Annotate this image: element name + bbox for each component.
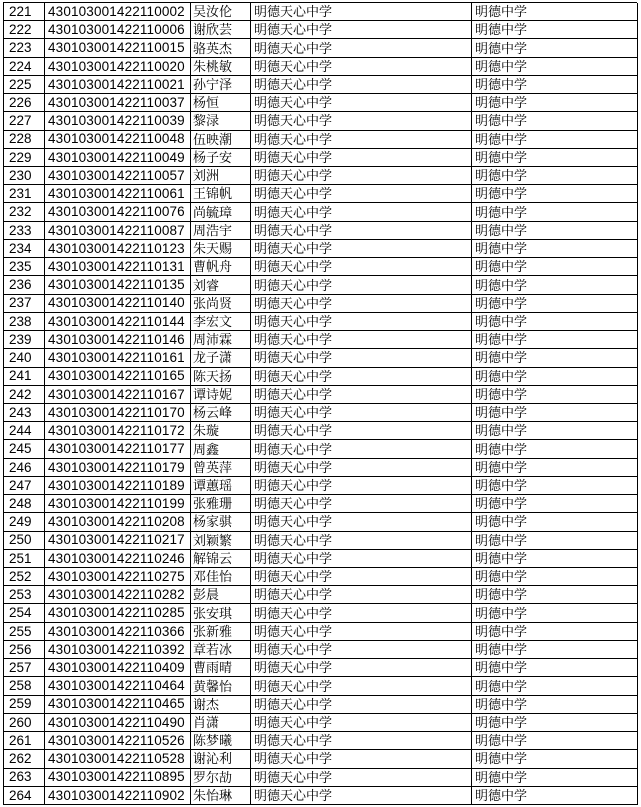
table-row	[4, 568, 638, 586]
school-name: 明德天心中学	[251, 386, 472, 404]
table-row	[4, 659, 638, 677]
student-name: 周沛霖	[191, 331, 251, 349]
school-name: 明德天心中学	[251, 331, 472, 349]
row-index: 239	[4, 331, 45, 349]
row-index: 231	[4, 185, 45, 203]
destination-school: 明德中学	[472, 21, 638, 39]
row-index: 260	[4, 714, 45, 732]
student-name: 尚毓璋	[191, 203, 251, 221]
student-name: 谢杰	[191, 696, 251, 714]
row-index: 254	[4, 604, 45, 622]
table-row	[4, 76, 638, 94]
row-index: 240	[4, 349, 45, 367]
student-id: 430103001422110366	[45, 623, 191, 641]
school-name: 明德天心中学	[251, 58, 472, 76]
school-name: 明德天心中学	[251, 112, 472, 130]
table-row	[4, 440, 638, 458]
student-name: 谭诗妮	[191, 386, 251, 404]
destination-school: 明德中学	[472, 422, 638, 440]
row-index: 242	[4, 386, 45, 404]
school-name: 明德天心中学	[251, 732, 472, 750]
row-index: 264	[4, 787, 45, 805]
school-name: 明德天心中学	[251, 185, 472, 203]
destination-school: 明德中学	[472, 313, 638, 331]
student-name: 周鑫	[191, 440, 251, 458]
destination-school: 明德中学	[472, 677, 638, 695]
row-index: 257	[4, 659, 45, 677]
student-id: 430103001422110140	[45, 295, 191, 313]
student-name: 黎渌	[191, 112, 251, 130]
row-index: 233	[4, 222, 45, 240]
destination-school: 明德中学	[472, 58, 638, 76]
student-id: 430103001422110135	[45, 276, 191, 294]
school-name: 明德天心中学	[251, 222, 472, 240]
school-name: 明德天心中学	[251, 604, 472, 622]
destination-school: 明德中学	[472, 459, 638, 477]
table-row	[4, 368, 638, 386]
table-row	[4, 94, 638, 112]
school-name: 明德天心中学	[251, 167, 472, 185]
student-id: 430103001422110246	[45, 550, 191, 568]
destination-school: 明德中学	[472, 659, 638, 677]
row-index: 223	[4, 39, 45, 57]
row-index: 261	[4, 732, 45, 750]
student-id: 430103001422110282	[45, 586, 191, 604]
table-row	[4, 58, 638, 76]
student-id: 430103001422110123	[45, 240, 191, 258]
student-id: 430103001422110409	[45, 659, 191, 677]
destination-school: 明德中学	[472, 167, 638, 185]
student-name: 杨子安	[191, 149, 251, 167]
destination-school: 明德中学	[472, 568, 638, 586]
student-name: 张尚贤	[191, 295, 251, 313]
student-name: 陈梦曦	[191, 732, 251, 750]
student-name: 伍映潮	[191, 131, 251, 149]
destination-school: 明德中学	[472, 696, 638, 714]
student-id: 430103001422110165	[45, 368, 191, 386]
student-name: 谭蕙瑶	[191, 477, 251, 495]
school-name: 明德天心中学	[251, 404, 472, 422]
school-name: 明德天心中学	[251, 149, 472, 167]
row-index: 234	[4, 240, 45, 258]
row-index: 230	[4, 167, 45, 185]
school-name: 明德天心中学	[251, 568, 472, 586]
table-row	[4, 586, 638, 604]
student-name: 解锦云	[191, 550, 251, 568]
table-row	[4, 185, 638, 203]
school-name: 明德天心中学	[251, 76, 472, 94]
school-name: 明德天心中学	[251, 295, 472, 313]
student-id: 430103001422110208	[45, 513, 191, 531]
destination-school: 明德中学	[472, 258, 638, 276]
destination-school: 明德中学	[472, 149, 638, 167]
student-id: 430103001422110526	[45, 732, 191, 750]
table-row	[4, 623, 638, 641]
destination-school: 明德中学	[472, 131, 638, 149]
row-index: 222	[4, 21, 45, 39]
student-id: 430103001422110170	[45, 404, 191, 422]
student-name: 张安琪	[191, 604, 251, 622]
destination-school: 明德中学	[472, 495, 638, 513]
table-row	[4, 404, 638, 422]
destination-school: 明德中学	[472, 769, 638, 787]
school-name: 明德天心中学	[251, 769, 472, 787]
school-name: 明德天心中学	[251, 21, 472, 39]
destination-school: 明德中学	[472, 368, 638, 386]
student-name: 曹帆舟	[191, 258, 251, 276]
destination-school: 明德中学	[472, 586, 638, 604]
school-name: 明德天心中学	[251, 513, 472, 531]
student-name: 张新雅	[191, 623, 251, 641]
school-name: 明德天心中学	[251, 714, 472, 732]
row-index: 238	[4, 313, 45, 331]
student-id: 430103001422110464	[45, 677, 191, 695]
student-name: 章若冰	[191, 641, 251, 659]
student-id: 430103001422110015	[45, 39, 191, 57]
table-row	[4, 149, 638, 167]
student-id: 430103001422110167	[45, 386, 191, 404]
table-row	[4, 604, 638, 622]
row-index: 253	[4, 586, 45, 604]
table-row	[4, 696, 638, 714]
student-id: 430103001422110006	[45, 21, 191, 39]
school-name: 明德天心中学	[251, 276, 472, 294]
school-name: 明德天心中学	[251, 349, 472, 367]
table-row	[4, 21, 638, 39]
student-name: 张雅珊	[191, 495, 251, 513]
table-row	[4, 203, 638, 221]
student-id: 430103001422110002	[45, 3, 191, 21]
student-id: 430103001422110049	[45, 149, 191, 167]
student-id: 430103001422110131	[45, 258, 191, 276]
school-name: 明德天心中学	[251, 313, 472, 331]
row-index: 252	[4, 568, 45, 586]
table-row	[4, 39, 638, 57]
row-index: 232	[4, 203, 45, 221]
row-index: 245	[4, 440, 45, 458]
destination-school: 明德中学	[472, 240, 638, 258]
student-id: 430103001422110895	[45, 769, 191, 787]
table-row	[4, 295, 638, 313]
row-index: 244	[4, 422, 45, 440]
table-row	[4, 459, 638, 477]
table-row	[4, 313, 638, 331]
table-row	[4, 532, 638, 550]
student-id: 430103001422110528	[45, 750, 191, 768]
destination-school: 明德中学	[472, 513, 638, 531]
row-index: 226	[4, 94, 45, 112]
student-id: 430103001422110189	[45, 477, 191, 495]
row-index: 225	[4, 76, 45, 94]
school-name: 明德天心中学	[251, 422, 472, 440]
table-row	[4, 131, 638, 149]
student-id: 430103001422110039	[45, 112, 191, 130]
school-name: 明德天心中学	[251, 477, 472, 495]
table-row	[4, 422, 638, 440]
student-name: 杨家骐	[191, 513, 251, 531]
student-name: 曾英萍	[191, 459, 251, 477]
row-index: 241	[4, 368, 45, 386]
table-row	[4, 477, 638, 495]
school-name: 明德天心中学	[251, 368, 472, 386]
row-index: 259	[4, 696, 45, 714]
student-name: 刘颖繁	[191, 532, 251, 550]
student-name: 彭晨	[191, 586, 251, 604]
table-row	[4, 732, 638, 750]
student-id: 430103001422110179	[45, 459, 191, 477]
table-row	[4, 386, 638, 404]
school-name: 明德天心中学	[251, 3, 472, 21]
student-roster-table	[3, 2, 637, 805]
destination-school: 明德中学	[472, 604, 638, 622]
student-name: 周浩宇	[191, 222, 251, 240]
school-name: 明德天心中学	[251, 677, 472, 695]
student-id: 430103001422110087	[45, 222, 191, 240]
student-id: 430103001422110902	[45, 787, 191, 805]
school-name: 明德天心中学	[251, 586, 472, 604]
row-index: 263	[4, 769, 45, 787]
destination-school: 明德中学	[472, 404, 638, 422]
row-index: 224	[4, 58, 45, 76]
row-index: 247	[4, 477, 45, 495]
row-index: 258	[4, 677, 45, 695]
destination-school: 明德中学	[472, 532, 638, 550]
table-row	[4, 641, 638, 659]
student-name: 杨恒	[191, 94, 251, 112]
school-name: 明德天心中学	[251, 459, 472, 477]
table-row	[4, 513, 638, 531]
school-name: 明德天心中学	[251, 696, 472, 714]
destination-school: 明德中学	[472, 750, 638, 768]
student-name: 李宏文	[191, 313, 251, 331]
student-id: 430103001422110490	[45, 714, 191, 732]
table-row	[4, 349, 638, 367]
destination-school: 明德中学	[472, 641, 638, 659]
student-name: 朱璇	[191, 422, 251, 440]
row-index: 243	[4, 404, 45, 422]
table-row	[4, 677, 638, 695]
row-index: 237	[4, 295, 45, 313]
destination-school: 明德中学	[472, 3, 638, 21]
table-row	[4, 714, 638, 732]
destination-school: 明德中学	[472, 623, 638, 641]
table-row	[4, 750, 638, 768]
destination-school: 明德中学	[472, 331, 638, 349]
table-row	[4, 495, 638, 513]
destination-school: 明德中学	[472, 477, 638, 495]
student-id: 430103001422110144	[45, 313, 191, 331]
school-name: 明德天心中学	[251, 94, 472, 112]
student-id: 430103001422110217	[45, 532, 191, 550]
student-name: 陈天扬	[191, 368, 251, 386]
table-row	[4, 222, 638, 240]
student-name: 罗尔劼	[191, 769, 251, 787]
student-name: 吴汝伦	[191, 3, 251, 21]
student-id: 430103001422110037	[45, 94, 191, 112]
student-name: 刘洲	[191, 167, 251, 185]
school-name: 明德天心中学	[251, 623, 472, 641]
destination-school: 明德中学	[472, 349, 638, 367]
student-name: 谢欣芸	[191, 21, 251, 39]
student-id: 430103001422110021	[45, 76, 191, 94]
table-row	[4, 787, 638, 805]
row-index: 236	[4, 276, 45, 294]
school-name: 明德天心中学	[251, 203, 472, 221]
student-id: 430103001422110057	[45, 167, 191, 185]
student-id: 430103001422110076	[45, 203, 191, 221]
table-row	[4, 240, 638, 258]
destination-school: 明德中学	[472, 714, 638, 732]
student-name: 朱怡琳	[191, 787, 251, 805]
student-id: 430103001422110048	[45, 131, 191, 149]
student-name: 骆英杰	[191, 39, 251, 57]
destination-school: 明德中学	[472, 295, 638, 313]
row-index: 228	[4, 131, 45, 149]
school-name: 明德天心中学	[251, 787, 472, 805]
table-row	[4, 276, 638, 294]
student-name: 谢沁利	[191, 750, 251, 768]
destination-school: 明德中学	[472, 185, 638, 203]
row-index: 255	[4, 623, 45, 641]
table-row	[4, 331, 638, 349]
student-id: 430103001422110177	[45, 440, 191, 458]
destination-school: 明德中学	[472, 94, 638, 112]
student-name: 刘睿	[191, 276, 251, 294]
student-name: 王锦帆	[191, 185, 251, 203]
destination-school: 明德中学	[472, 386, 638, 404]
destination-school: 明德中学	[472, 112, 638, 130]
student-id: 430103001422110275	[45, 568, 191, 586]
school-name: 明德天心中学	[251, 750, 472, 768]
student-id: 430103001422110285	[45, 604, 191, 622]
student-name: 曹雨晴	[191, 659, 251, 677]
student-name: 龙子潇	[191, 349, 251, 367]
student-id: 430103001422110020	[45, 58, 191, 76]
row-index: 227	[4, 112, 45, 130]
table-row	[4, 550, 638, 568]
student-name: 肖潇	[191, 714, 251, 732]
school-name: 明德天心中学	[251, 641, 472, 659]
row-index: 249	[4, 513, 45, 531]
student-id: 430103001422110199	[45, 495, 191, 513]
destination-school: 明德中学	[472, 39, 638, 57]
row-index: 251	[4, 550, 45, 568]
student-id: 430103001422110465	[45, 696, 191, 714]
row-index: 235	[4, 258, 45, 276]
school-name: 明德天心中学	[251, 550, 472, 568]
table-row	[4, 112, 638, 130]
student-name: 朱桃敏	[191, 58, 251, 76]
row-index: 250	[4, 532, 45, 550]
table-row	[4, 769, 638, 787]
row-index: 229	[4, 149, 45, 167]
student-id: 430103001422110061	[45, 185, 191, 203]
school-name: 明德天心中学	[251, 131, 472, 149]
school-name: 明德天心中学	[251, 258, 472, 276]
destination-school: 明德中学	[472, 732, 638, 750]
school-name: 明德天心中学	[251, 240, 472, 258]
school-name: 明德天心中学	[251, 532, 472, 550]
table-row	[4, 3, 638, 21]
destination-school: 明德中学	[472, 550, 638, 568]
row-index: 262	[4, 750, 45, 768]
school-name: 明德天心中学	[251, 39, 472, 57]
student-name: 杨云峰	[191, 404, 251, 422]
destination-school: 明德中学	[472, 276, 638, 294]
table-row	[4, 167, 638, 185]
table-row	[4, 258, 638, 276]
destination-school: 明德中学	[472, 203, 638, 221]
school-name: 明德天心中学	[251, 659, 472, 677]
row-index: 221	[4, 3, 45, 21]
student-id: 430103001422110146	[45, 331, 191, 349]
row-index: 248	[4, 495, 45, 513]
destination-school: 明德中学	[472, 787, 638, 805]
student-id: 430103001422110172	[45, 422, 191, 440]
student-id: 430103001422110392	[45, 641, 191, 659]
student-name: 朱天赐	[191, 240, 251, 258]
school-name: 明德天心中学	[251, 495, 472, 513]
student-name: 孙宁泽	[191, 76, 251, 94]
student-name: 黄馨怡	[191, 677, 251, 695]
row-index: 256	[4, 641, 45, 659]
destination-school: 明德中学	[472, 440, 638, 458]
school-name: 明德天心中学	[251, 440, 472, 458]
destination-school: 明德中学	[472, 76, 638, 94]
student-name: 邓佳怡	[191, 568, 251, 586]
student-id: 430103001422110161	[45, 349, 191, 367]
row-index: 246	[4, 459, 45, 477]
destination-school: 明德中学	[472, 222, 638, 240]
